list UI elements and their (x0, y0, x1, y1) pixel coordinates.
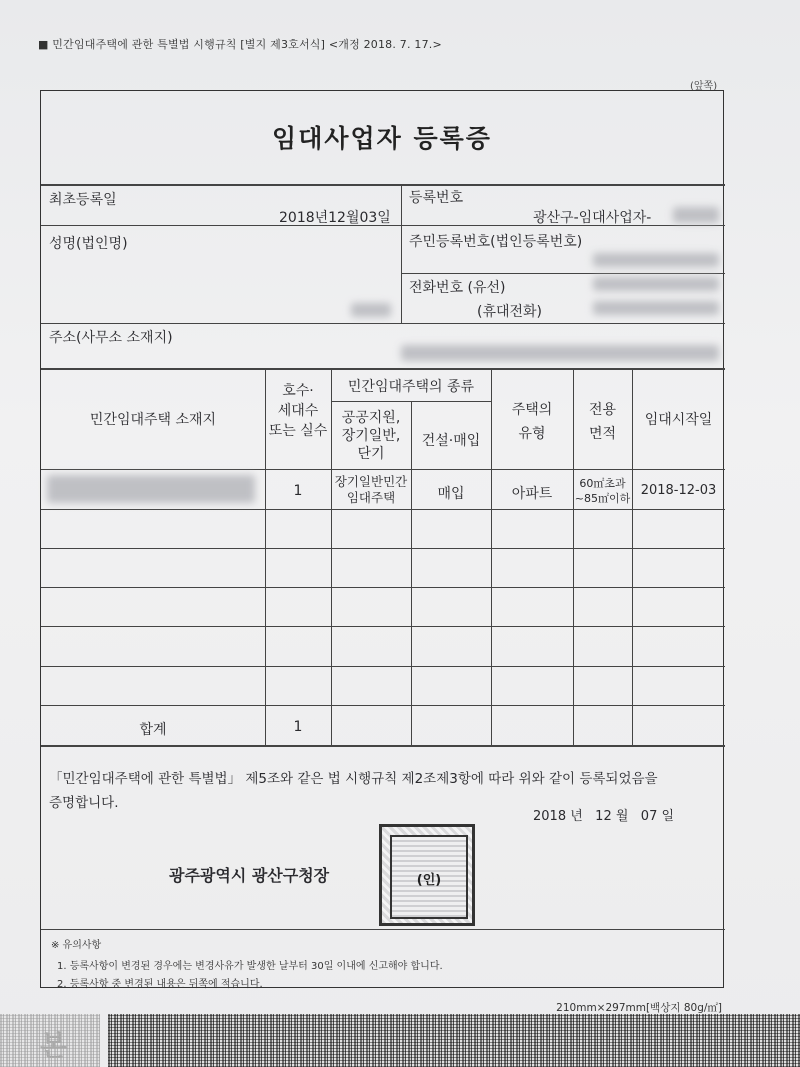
document-title: 임대사업자 등록증 (272, 124, 492, 153)
divider (41, 368, 725, 370)
redacted-property-location (47, 475, 255, 503)
total-value: 1 (293, 719, 303, 735)
notes-item-2: 2. 등록사항 중 변경된 내용은 뒤쪽에 적습니다. (57, 979, 263, 990)
col-area-header-2: 면적 (588, 426, 617, 442)
col-location-header: 민간임대주택 소재지 (89, 412, 217, 428)
col-area-header-1: 전용 (588, 402, 617, 418)
divider (41, 745, 725, 747)
front-side-label: (앞쪽) (690, 81, 718, 92)
mobile-label: (휴대전화) (477, 304, 543, 320)
row1-house-type: 아파트 (511, 486, 553, 502)
row1-start-date: 2018-12-03 (640, 483, 717, 498)
divider (41, 469, 725, 470)
row1-area-line2: ~85㎡이하 (574, 492, 631, 505)
issue-date: 2018 년 12 월 07 일 (533, 809, 675, 824)
notes-item-1: 1. 등록사항이 변경된 경우에는 변경사유가 발생한 날부터 30일 이내에 신고해야 합니다. (57, 961, 443, 972)
phone-label: 전화번호 (유선) (409, 280, 506, 296)
divider (401, 273, 725, 274)
row1-units: 1 (293, 483, 303, 499)
scan-noise-strip (108, 1014, 800, 1067)
row1-kind-line2: 임대주택 (346, 490, 396, 505)
redacted-resident-id (593, 253, 719, 267)
divider (41, 666, 725, 667)
col-build-buy-header: 건설·매입 (421, 433, 481, 449)
resident-id-label: 주민등록번호(법인등록번호) (409, 234, 583, 250)
divider (41, 184, 725, 186)
col-units-header-3: 또는 실수 (268, 423, 328, 439)
total-label: 합계 (139, 722, 167, 738)
redacted-mobile (593, 301, 719, 315)
col-house-type-header-1: 주택의 (511, 402, 553, 418)
redacted-phone (593, 277, 719, 291)
certification-text-line1: 「민간임대주택에 관한 특별법」 제5조와 같은 법 시행규칙 제2조제3항에 따라 위와 같이 등록되었음을 (49, 771, 658, 787)
divider (41, 587, 725, 588)
divider (411, 401, 412, 745)
col-public-header-1: 공공지원, (341, 410, 401, 426)
paper-size-label: 210mm×297mm[백상지 80g/㎡] (556, 1002, 722, 1014)
seal-inner (390, 835, 468, 919)
official-seal (379, 824, 475, 926)
first-registration-date-value: 2018년12월03일 (279, 210, 391, 226)
divider (41, 929, 725, 930)
redacted-registration-number (673, 207, 719, 223)
registration-number-label: 등록번호 (409, 190, 464, 206)
divider (41, 705, 725, 706)
divider (41, 323, 725, 324)
first-registration-date-label: 최초등록일 (49, 192, 117, 208)
name-label: 성명(법인명) (49, 236, 128, 252)
certification-text-line2: 증명합니다. (49, 795, 119, 811)
col-units-header-1: 호수· (282, 383, 314, 399)
divider (401, 184, 402, 323)
registration-number-value: 광산구-임대사업자- (533, 210, 652, 226)
row1-kind-line1: 장기일반민간 (334, 474, 408, 489)
copy-mark: 본 (40, 1029, 68, 1062)
col-type-group-header: 민간임대주택의 종류 (347, 379, 475, 395)
seal-mark: (인) (416, 873, 442, 888)
divider (41, 509, 725, 510)
form-header-note: ■ 민간임대주택에 관한 특별법 시행규칙 [별지 제3호서식] <개정 2018. 7. 17.> (38, 38, 442, 51)
col-public-header-3: 단기 (357, 446, 385, 462)
col-house-type-header-2: 유형 (518, 426, 546, 442)
col-units-header-2: 세대수 (277, 403, 319, 419)
notes-heading: ※ 유의사항 (51, 940, 102, 951)
address-label: 주소(사무소 소재지) (49, 330, 173, 346)
row1-build-buy: 매입 (437, 486, 465, 502)
divider (41, 548, 725, 549)
divider (41, 626, 725, 627)
issuer-name: 광주광역시 광산구청장 (169, 866, 330, 885)
certificate-form (40, 90, 724, 988)
col-public-header-2: 장기일반, (341, 428, 401, 444)
redacted-name (351, 303, 391, 317)
redacted-address (401, 345, 719, 361)
col-start-date-header: 임대시작일 (644, 412, 713, 428)
row1-area-line1: 60㎡초과 (579, 477, 626, 490)
